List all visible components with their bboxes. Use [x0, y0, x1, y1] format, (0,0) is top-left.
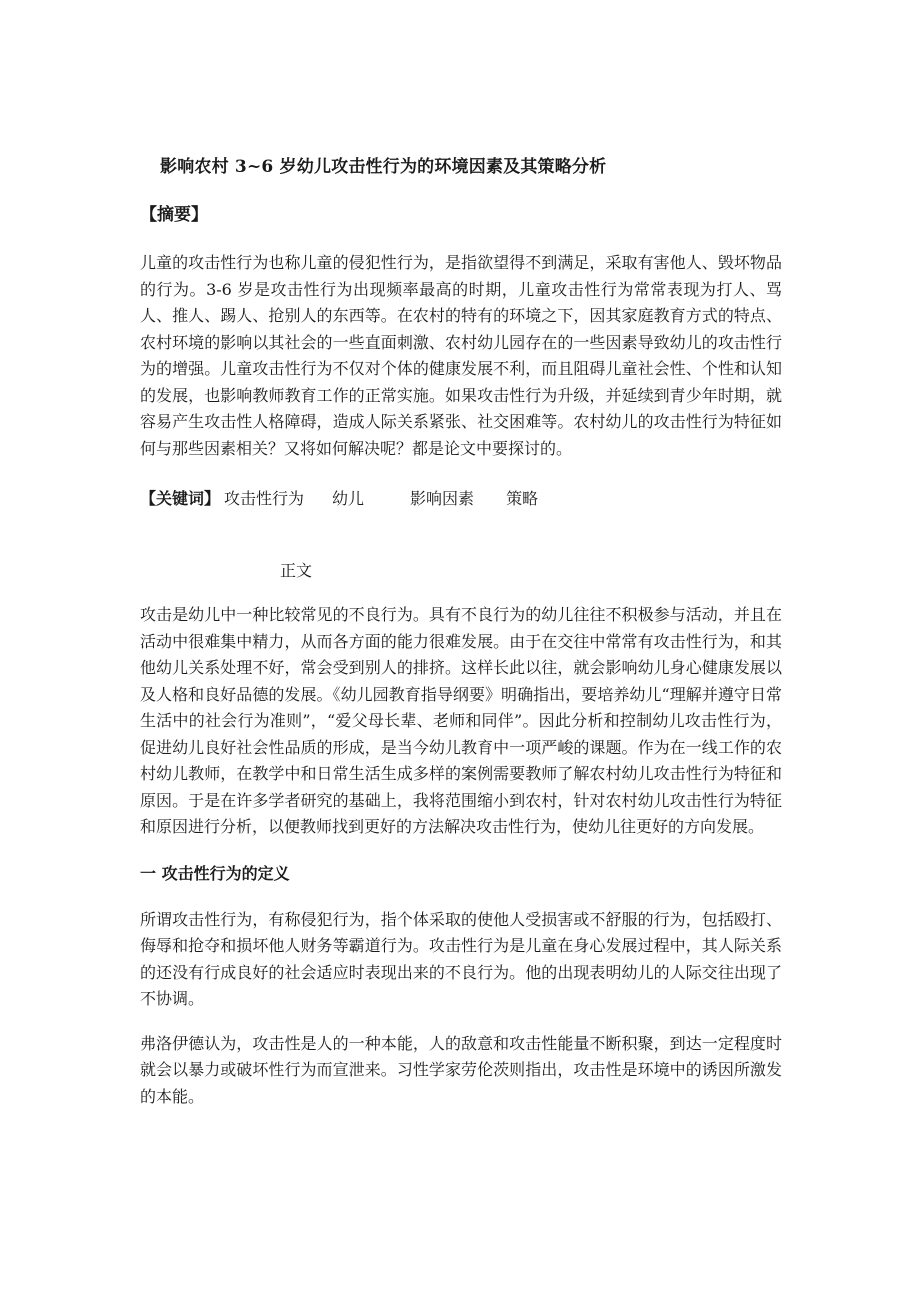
keywords-label: 【关键词】 [140, 489, 221, 508]
abstract-label: 【摘要】 [140, 205, 208, 225]
body-paragraph: 攻击是幼儿中一种比较常见的不良行为。具有不良行为的幼儿往往不积极参与活动，并且在活动中很难集中精力，从而各方面的能力很难发展。由于在交往中常常有攻击性行为，和其他幼儿关系处理不好，常会受到别人的排挤。这样长此以往，就会影响幼儿身心健康发展以及人格和良好品德的发展。《幼儿园教育指导纲要》明确指出，要培养幼儿“理解并遵守日常生活中的社会行为准则”，“爱父母长辈、老师和同伴”。因此分析和控制幼儿攻击性行为，促进幼儿良好社会性品质的形成，是当今幼儿教育中一项严峻的课题。作为在一线工作的农村幼儿教师，在教学中和日常生活生成多样的案例需要教师了解农村幼儿攻击性行为特征和原因。于是在许多学者研究的基础上，我将范围缩小到农村，针对农村幼儿攻击性行为特征和原因进行分析，以便教师找到更好的方法解决攻击性行为，使幼儿往更好的方向发展。 [140, 605, 782, 836]
section-paragraph: 弗洛伊德认为，攻击性是人的一种本能，人的敌意和攻击性能量不断积聚，到达一定程度时就会以暴力或破坏性行为而宣泄来。习性学家劳伦茨则指出，攻击性是环境中的诱因所激发的本能。 [140, 1033, 782, 1106]
keywords-line [140, 486, 782, 512]
keyword-item: 幼儿 [332, 489, 365, 508]
document-page [140, 150, 782, 1110]
document-title: 影响农村 3~6 岁幼儿攻击性行为的环境因素及其策略分析 [160, 157, 607, 177]
abstract-text: 儿童的攻击性行为也称儿童的侵犯性行为，是指欲望得不到满足，采取有害他人、毁坏物品的行为。3-6 岁是攻击性行为出现频率最高的时期，儿童攻击性行为常常表现为打人、骂人、推人、踢人、抢别人的东西等。在农村的特有的环境之下，因其家庭教育方式的特点、农村环境的影响以其社会的一些直面刺激、农村幼儿园存在的一些因素导致幼儿的攻击性行为的增强。儿童攻击性行为不仅对个体的健康发展不利，而且阻碍儿童社会性、个性和认知的发展，也影响教师教育工作的正常实施。如果攻击性行为升级，并延续到青少年时期，就容易产生攻击性人格障碍，造成人际关系紧张、社交困难等。农村幼儿的攻击性行为特征如何与那些因素相关？又将如何解决呢？都是论文中要探讨的。 [140, 253, 782, 458]
section-heading: 一 攻击性行为的定义 [140, 863, 290, 883]
keyword-item: 攻击性行为 [224, 489, 305, 508]
keyword-item: 策略 [506, 489, 539, 508]
body-heading: 正文 [280, 561, 313, 580]
section-paragraph: 所谓攻击性行为，有称侵犯行为，指个体采取的使他人受损害或不舒服的行为，包括殴打、侮辱和抢夺和损坏他人财务等霸道行为。攻击性行为是儿童在身心发展过程中，其人际关系的还没有行成良好的社会适应时表现出来的不良行为。他的出现表明幼儿的人际交往出现了不协调。 [140, 909, 782, 1008]
keyword-item: 影响因素 [410, 489, 475, 508]
